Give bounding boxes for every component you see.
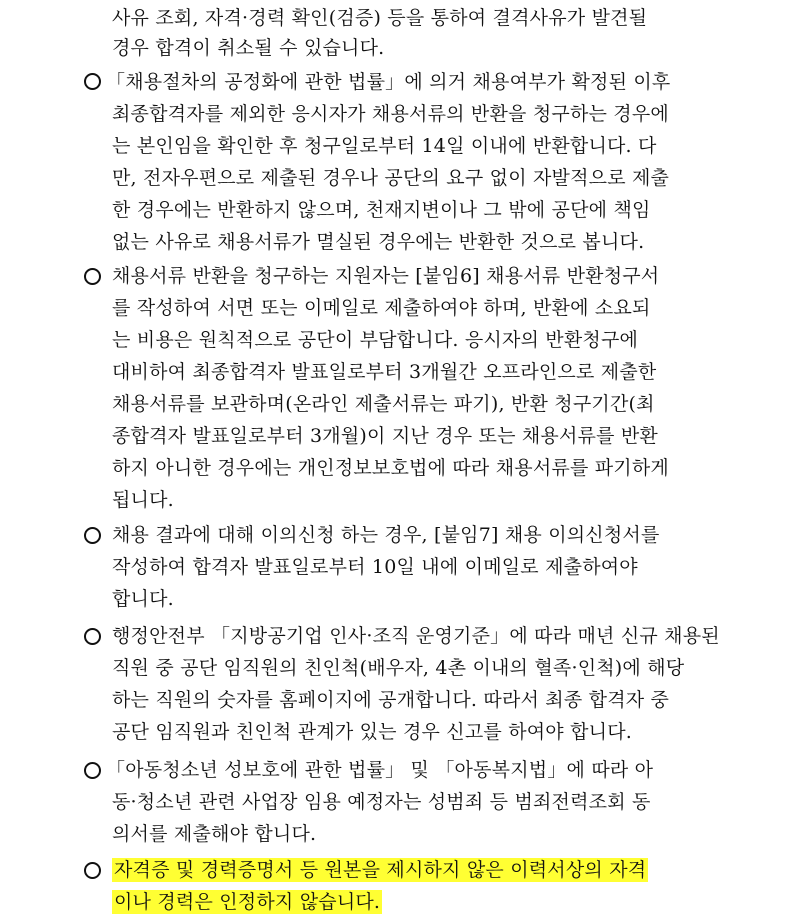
circle-bullet-icon: [84, 527, 101, 544]
text-line: 대비하여 최종합격자 발표일로부터 3개월간 오프라인으로 제출한: [112, 361, 657, 383]
text-line: 동·청소년 관련 사업장 임용 예정자는 성범죄 등 범죄전력조회 동: [112, 791, 651, 813]
circle-bullet-icon: [84, 628, 101, 645]
text-line: 하지 아니한 경우에는 개인정보보호법에 따라 채용서류를 파기하게: [112, 457, 669, 479]
circle-bullet-icon: [84, 73, 101, 90]
highlight-span: 자격증 및 경력증명서 등 원본을 제시하지 않은 이력서상의 자격: [114, 859, 647, 881]
text-line: 됩니다.: [112, 489, 174, 511]
text-line: 한 경우에는 반환하지 않으며, 천재지변이나 그 밖에 공단에 책임: [112, 199, 651, 221]
text-line: 공단 임직원과 친인척 관계가 있는 경우 신고를 하여야 합니다.: [112, 721, 633, 743]
circle-bullet-icon: [84, 762, 101, 779]
text-line: 채용서류를 보관하며(온라인 제출서류는 파기), 반환 청구기간(최: [112, 393, 655, 415]
text-line: 의서를 제출해야 합니다.: [112, 823, 317, 845]
highlighted-text-line: [112, 890, 382, 914]
text-line: 「아동청소년 성보호에 관한 법률」 및 「아동복지법」에 따라 아: [106, 759, 654, 781]
text-line: 만, 전자우편으로 제출된 경우나 공단의 요구 없이 자발적으로 제출: [112, 167, 670, 189]
text-line: 사유 조회, 자격·경력 확인(검증) 등을 통하여 결격사유가 발견될: [112, 7, 648, 29]
text-line: 최종합격자를 제외한 응시자가 채용서류의 반환을 청구하는 경우에: [112, 103, 669, 125]
highlighted-text-line: [112, 858, 648, 882]
text-line: 경우 합격이 취소될 수 있습니다.: [112, 37, 385, 59]
text-line: 종합격자 발표일로부터 3개월)이 지난 경우 또는 채용서류를 반환: [112, 425, 658, 447]
text-line: 를 작성하여 서면 또는 이메일로 제출하여야 하며, 반환에 소요되: [112, 297, 651, 319]
text-line: 직원 중 공단 임직원의 친인척(배우자, 4촌 이내의 혈족·인척)에 해당: [112, 657, 685, 679]
highlight-span: 이나 경력은 인정하지 않습니다.: [114, 891, 381, 913]
text-line: 작성하여 합격자 발표일로부터 10일 내에 이메일로 제출하여야: [112, 556, 638, 578]
text-line: 없는 사유로 채용서류가 멸실된 경우에는 반환한 것으로 봅니다.: [112, 231, 645, 253]
text-line: 하는 직원의 숫자를 홈페이지에 공개합니다. 따라서 최종 합격자 중: [112, 689, 670, 711]
text-line: 「채용절차의 공정화에 관한 법률」에 의거 채용여부가 확정된 이후: [106, 71, 671, 93]
circle-bullet-icon: [84, 862, 101, 879]
text-line: 는 비용은 원칙적으로 공단이 부담합니다. 응시자의 반환청구에: [112, 329, 639, 351]
text-line: 는 본인임을 확인한 후 청구일로부터 14일 이내에 반환합니다. 다: [112, 135, 657, 157]
text-line: 채용서류 반환을 청구하는 지원자는 [붙임6] 채용서류 반환청구서: [112, 265, 660, 287]
text-line: 채용 결과에 대해 이의신청 하는 경우, [붙임7] 채용 이의신청서를: [112, 524, 660, 546]
circle-bullet-icon: [84, 268, 101, 285]
text-line: 행정안전부 「지방공기업 인사·조직 운영기준」에 따라 매년 신규 채용된: [112, 625, 720, 647]
text-line: 합니다.: [112, 588, 174, 610]
